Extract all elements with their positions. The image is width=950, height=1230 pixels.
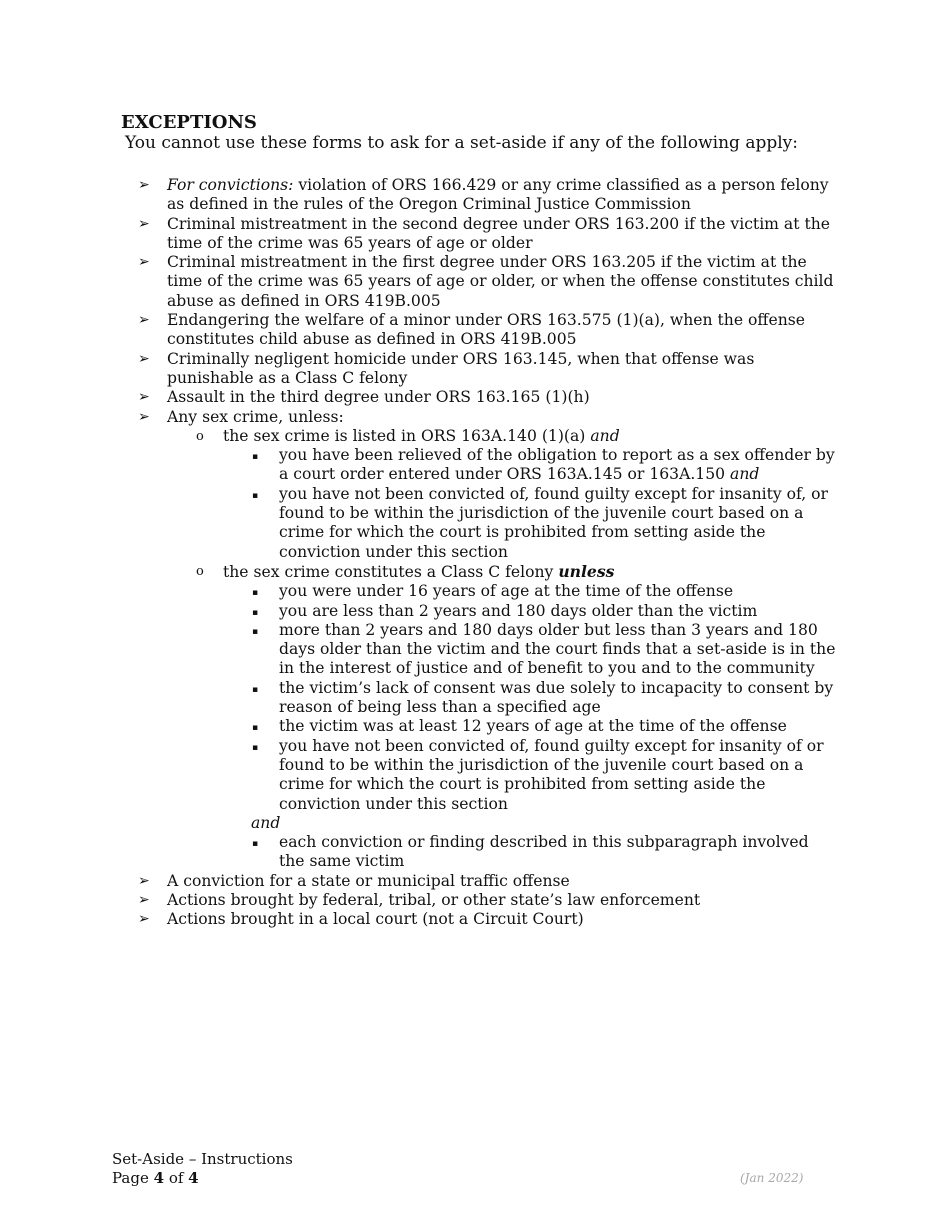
- sub-sub-list-item: [0, 446, 950, 485]
- list-item: [0, 176, 950, 215]
- item-text: Any sex crime, unless:: [167, 407, 344, 426]
- square-bullet-icon: ▪: [252, 452, 259, 463]
- page-of: of: [164, 1169, 189, 1187]
- item-conjunction: and: [590, 426, 620, 445]
- section-heading: EXCEPTIONS: [121, 112, 257, 133]
- square-bullet-icon: ▪: [252, 684, 259, 695]
- item-text: Criminal mistreatment in the first degree under ORS 163.205 if the victim at the time of the crime was 65 years of age or older, or when the offense constitutes child abuse as defined in ORS 419B.005: [167, 253, 834, 310]
- item-text: Actions brought in a local court (not a Circuit Court): [167, 910, 584, 929]
- arrow-bullet-icon: ➢: [138, 911, 150, 928]
- list-item: [0, 350, 950, 389]
- arrow-bullet-icon: ➢: [138, 215, 150, 232]
- item-text: A conviction for a state or municipal traffic offense: [167, 871, 570, 890]
- page-total: 4: [188, 1169, 199, 1187]
- sub-sub-list-item: [0, 621, 950, 679]
- page-number: [112, 1169, 293, 1188]
- footer-title: Set-Aside – Instructions: [112, 1150, 293, 1168]
- arrow-bullet-icon: ➢: [138, 408, 150, 425]
- exceptions-list: [0, 176, 950, 930]
- list-item: [0, 311, 950, 350]
- item-emphasis: unless: [558, 561, 615, 581]
- list-item: [0, 388, 950, 407]
- item-text: you were under 16 years of age at the time of the offense: [279, 582, 734, 601]
- item-text: each conviction or finding described in this subparagraph involved the same victim: [279, 833, 809, 871]
- square-bullet-icon: ▪: [252, 723, 259, 734]
- circle-bullet-icon: o: [196, 563, 204, 579]
- sub-sub-list-item: [0, 582, 950, 601]
- square-bullet-icon: ▪: [252, 607, 259, 618]
- list-item: [0, 891, 950, 910]
- sub-list-item: [0, 427, 950, 446]
- item-text: you have not been convicted of, found guilty except for insanity of or found to be within the jurisdiction of the juvenile court based on a crime for which the court is prohibited from setting aside the conviction under this section: [279, 736, 824, 813]
- item-text: the victim was at least 12 years of age at the time of the offense: [279, 717, 787, 736]
- item-text: the sex crime is listed in ORS 163A.140 (1)(a): [223, 426, 591, 445]
- item-text: you are less than 2 years and 180 days older than the victim: [279, 601, 758, 620]
- item-text: more than 2 years and 180 days older but less than 3 years and 180 days older than the victim and the court finds that a set-aside is in the in the interest of justice and of benefit to you and to the community: [279, 620, 836, 678]
- item-text: Criminal mistreatment in the second degree under ORS 163.200 if the victim at the time of the crime was 65 years of age or older: [167, 214, 830, 252]
- square-bullet-icon: ▪: [252, 626, 259, 637]
- circle-bullet-icon: o: [196, 428, 204, 444]
- arrow-bullet-icon: ➢: [138, 389, 150, 406]
- square-bullet-icon: ▪: [252, 490, 259, 501]
- square-bullet-icon: ▪: [252, 839, 259, 850]
- list-item: [0, 910, 950, 929]
- and-connector: and: [251, 813, 281, 832]
- page-current: 4: [153, 1169, 165, 1187]
- item-text: Assault in the third degree under ORS 163.165 (1)(h): [167, 388, 590, 407]
- square-bullet-icon: ▪: [252, 742, 259, 753]
- item-text: the sex crime constitutes a Class C felony: [223, 562, 559, 581]
- revision-date: (Jan 2022): [740, 1171, 804, 1185]
- sub-list-item: [0, 562, 950, 582]
- arrow-bullet-icon: ➢: [138, 177, 150, 193]
- list-item: [0, 408, 950, 427]
- list-item: [0, 253, 950, 311]
- intro-text: You cannot use these forms to ask for a set-aside if any of the following apply:: [125, 133, 798, 153]
- sub-sub-list-item: [0, 679, 950, 718]
- arrow-bullet-icon: ➢: [138, 312, 150, 329]
- square-bullet-icon: ▪: [252, 588, 259, 599]
- sub-sub-list-item: [0, 602, 950, 621]
- item-text: you have not been convicted of, found guilty except for insanity of, or found to be within the jurisdiction of the juvenile court based on a crime for which the court is prohibited from setting aside the conviction under this section: [279, 484, 829, 561]
- arrow-bullet-icon: ➢: [138, 254, 150, 271]
- item-conjunction: and: [730, 465, 760, 484]
- item-text: the victim’s lack of consent was due solely to incapacity to consent by reason of being less than a specified age: [279, 678, 834, 717]
- sub-sub-list-item: [0, 737, 950, 814]
- item-text: you have been relieved of the obligation to report as a sex offender by a court order entered under ORS 163A.145 or 163A.150: [279, 446, 835, 484]
- item-text: Endangering the welfare of a minor under ORS 163.575 (1)(a), when the offense constitutes child abuse as defined in ORS 419B.005: [167, 311, 805, 349]
- sub-sub-list-item: [0, 717, 950, 736]
- list-item: [0, 872, 950, 891]
- arrow-bullet-icon: ➢: [138, 872, 150, 889]
- page-label: Page: [112, 1169, 154, 1187]
- arrow-bullet-icon: ➢: [138, 891, 150, 908]
- item-lead: For convictions:: [167, 176, 294, 194]
- item-text: violation of ORS 166.429 or any crime classified as a person felony as defined in the rules of the Oregon Criminal Justice Commission: [167, 176, 829, 214]
- list-item: [0, 215, 950, 254]
- page-footer: [112, 1150, 293, 1188]
- item-text: Criminally negligent homicide under ORS 163.145, when that offense was punishable as a Class C felony: [167, 349, 755, 387]
- sub-sub-list-item: [0, 485, 950, 562]
- item-text: Actions brought by federal, tribal, or other state’s law enforcement: [167, 890, 701, 909]
- sub-sub-list-item: [0, 833, 950, 872]
- arrow-bullet-icon: ➢: [138, 350, 150, 367]
